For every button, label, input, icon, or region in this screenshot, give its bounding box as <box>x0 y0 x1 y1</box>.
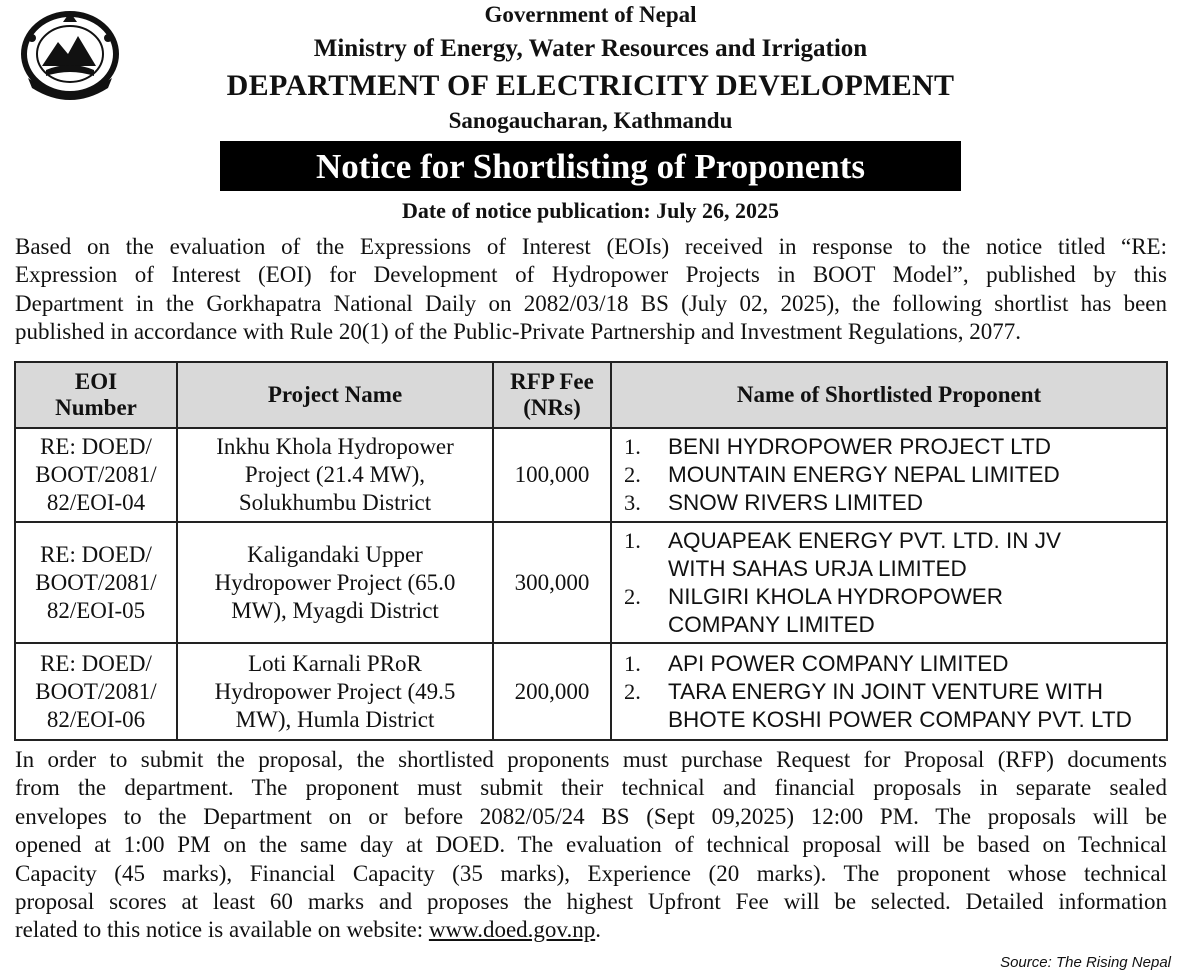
proponent-list <box>624 433 1166 517</box>
department-title: DEPARTMENT OF ELECTRICITY DEVELOPMENT <box>226 69 955 102</box>
header-rfp-fee <box>493 362 611 428</box>
paragraph-line: opened at 1:00 PM on the same day at DOED. The evaluation of technical proposal will be based on Technical <box>15 832 1167 858</box>
list-number: 2. <box>624 678 641 704</box>
project-name-line: Solukhumbu District <box>238 490 432 515</box>
list-item <box>624 489 1166 517</box>
list-number: 1. <box>624 527 641 553</box>
paragraph-line: Expression of Interest (EOI) for Development of Hydropower Projects in BOOT Model”, published by this <box>15 262 1167 288</box>
eoi-number-line: RE: DOED/ <box>40 434 152 459</box>
proponent-name: TARA ENERGY IN JOINT VENTURE WITH <box>668 678 1104 704</box>
paragraph-line: published in accordance with Rule 20(1) of the Public-Private Partnership and Investment Regulations, 2077. <box>15 319 1022 345</box>
list-number: 2. <box>624 462 641 487</box>
header-eoi-number <box>15 362 177 428</box>
rfp-fee-cell: 100,000 <box>493 428 611 522</box>
website-suffix: . <box>595 917 601 943</box>
table-row <box>15 643 1167 740</box>
project-name-line: Hydropower Project (65.0 <box>214 569 456 595</box>
project-name-line: Kaligandaki Upper <box>247 541 423 567</box>
proponent-name: NILGIRI KHOLA HYDROPOWER <box>668 583 1004 609</box>
source-credit: Source: The Rising Nepal <box>1000 954 1171 971</box>
eoi-number-cell <box>15 428 177 522</box>
paragraph-line: from the department. The proponent must submit their technical and financial proposals in separate sealed <box>15 775 1167 801</box>
eoi-number-cell <box>15 643 177 740</box>
list-item <box>624 650 1166 678</box>
header-proponent: Name of Shortlisted Proponent <box>611 362 1167 428</box>
table-row <box>15 522 1167 643</box>
notice-title-banner: Notice for Shortlisting of Proponents <box>220 141 961 191</box>
proponent-list <box>624 527 1166 639</box>
eoi-number-line: 82/EOI-06 <box>46 706 146 732</box>
list-item <box>624 461 1166 489</box>
eoi-number-line: RE: DOED/ <box>40 541 152 567</box>
publication-date: Date of notice publication: July 26, 2025 <box>401 198 780 223</box>
proponent-name: BENI HYDROPOWER PROJECT LTD <box>668 434 1051 459</box>
project-name-line: MW), Humla District <box>235 706 435 732</box>
eoi-number-line: BOOT/2081/ <box>35 462 157 487</box>
paragraph-line: In order to submit the proposal, the shortlisted proponents must purchase Request for Proposal (RFP) documents <box>15 747 1167 772</box>
paragraph-line <box>15 916 1167 944</box>
header-text: EOI <box>74 369 118 394</box>
proponent-cell <box>611 643 1167 740</box>
header-project-name: Project Name <box>177 362 493 428</box>
list-number: 1. <box>624 434 641 459</box>
proponent-name: MOUNTAIN ENERGY NEPAL LIMITED <box>668 462 1060 487</box>
project-name-line: Loti Karnali PRoR <box>248 650 422 676</box>
list-item <box>624 527 1166 583</box>
ministry-title: Ministry of Energy, Water Resources and Irrigation <box>313 35 868 62</box>
shortlist-table <box>14 361 1168 741</box>
paragraph-line: Department in the Gorkhapatra National Daily on 2082/03/18 BS (July 02, 2025), the following shortlist has been <box>15 290 1167 316</box>
paragraph-line: Based on the evaluation of the Expressions of Interest (EOIs) received in response to the notice titled “RE: <box>15 234 1167 259</box>
rfp-fee-cell: 300,000 <box>493 522 611 643</box>
project-name-cell <box>177 428 493 522</box>
proponent-cell <box>611 428 1167 522</box>
list-number: 1. <box>624 650 641 676</box>
website-link[interactable]: www.doed.gov.np <box>428 917 596 943</box>
list-number: 3. <box>624 490 641 515</box>
paragraph-line: proposal scores at least 60 marks and proposes the highest Upfront Fee will be selected. Detailed information <box>15 889 1167 915</box>
list-item <box>624 583 1166 639</box>
rfp-fee-cell: 200,000 <box>493 643 611 740</box>
proponent-name: SNOW RIVERS LIMITED <box>668 490 924 515</box>
header-text: Number <box>55 395 137 420</box>
table-header-row <box>15 362 1167 428</box>
project-name-cell <box>177 522 493 643</box>
project-name-cell <box>177 643 493 740</box>
intro-paragraph <box>15 233 1167 347</box>
eoi-number-line: 82/EOI-04 <box>46 490 146 515</box>
table-row <box>15 428 1167 522</box>
proponent-name: WITH SAHAS URJA LIMITED <box>668 555 967 581</box>
proponent-name: AQUAPEAK ENERGY PVT. LTD. IN JV <box>668 527 1062 553</box>
project-name-line: MW), Myagdi District <box>231 597 439 623</box>
project-name-line: Hydropower Project (49.5 <box>214 678 456 704</box>
project-name-line: Project (21.4 MW), <box>244 462 426 487</box>
website-prefix: related to this notice is available on website: <box>15 917 429 943</box>
closing-paragraph <box>15 746 1167 945</box>
list-item <box>624 678 1166 734</box>
header-text: RFP Fee <box>510 369 594 394</box>
proponent-cell <box>611 522 1167 643</box>
eoi-number-line: BOOT/2081/ <box>35 678 157 704</box>
paragraph-line: Capacity (45 marks), Financial Capacity (35 marks), Experience (20 marks). The proponent whose technical <box>15 860 1167 886</box>
proponent-name: COMPANY LIMITED <box>668 611 875 637</box>
eoi-number-cell <box>15 522 177 643</box>
government-title: Government of Nepal <box>484 2 697 27</box>
eoi-number-line: RE: DOED/ <box>40 650 152 676</box>
paragraph-line: envelopes to the Department on or before 2082/05/24 BS (Sept 09,2025) 12:00 PM. The proposals will be <box>15 803 1167 829</box>
proponent-name: BHOTE KOSHI POWER COMPANY PVT. LTD <box>668 706 1132 732</box>
eoi-number-line: 82/EOI-05 <box>46 597 146 623</box>
list-item <box>624 433 1166 461</box>
department-address: Sanogaucharan, Kathmandu <box>448 108 733 133</box>
proponent-name: API POWER COMPANY LIMITED <box>668 650 1009 676</box>
project-name-line: Inkhu Khola Hydropower <box>216 434 454 459</box>
eoi-number-line: BOOT/2081/ <box>35 569 157 595</box>
list-number: 2. <box>624 583 641 609</box>
header-text: (NRs) <box>523 395 581 420</box>
proponent-list <box>624 650 1166 734</box>
